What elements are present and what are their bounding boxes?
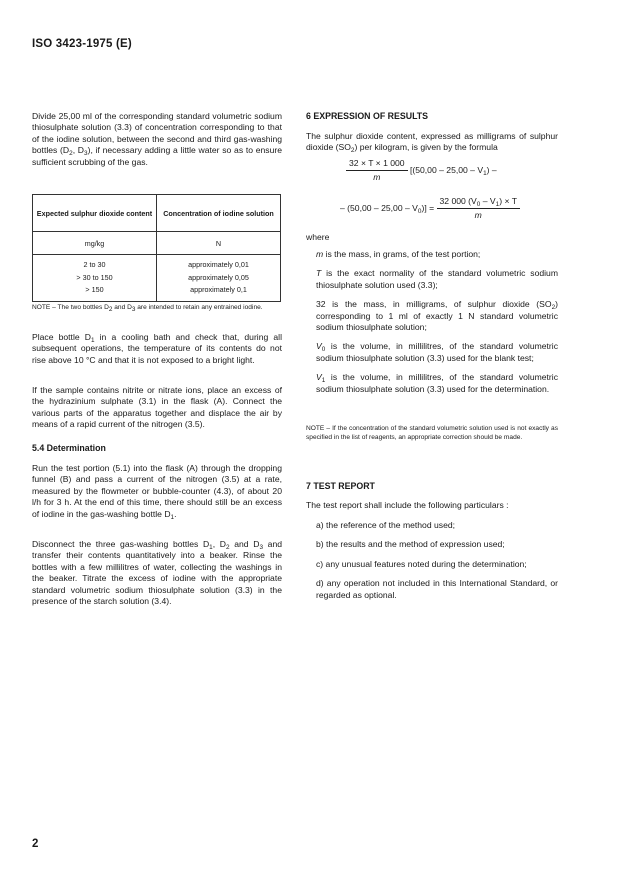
definition-V1: $V_1$ is the volume, in millilitres, of the standard volumetric sodium thiosulphate solution (3.3) used for the determination. xyxy=(316,372,558,394)
definition-32: 32 is the mass, in milligrams, of sulphur dioxide $(SO_2)$ corresponding to 1 ml of exactly 1 N standard volumetric sodium thiosulphate solution; xyxy=(316,299,558,333)
correction-note: NOTE – If the concentration of the standard volumetric solution used is not exactly as specified in the list of reagents, an appropriate correction should be made. xyxy=(306,425,558,441)
formula-line-2: – $(50,00 - 25,00 - V_0)$] = $\frac{32 000 (V_0 - V_1) \times T}{m}$ xyxy=(340,196,570,222)
definitions-list xyxy=(316,249,558,395)
list-item: d) any operation not included in this International Standard, or regarded as optional. xyxy=(316,578,558,600)
list-item: c) any unusual features noted during the determination; xyxy=(316,558,527,569)
formula-line-1: $\frac{32 \times T \times 1 000}{m}$ [$(50,00 - 25,00 - V_1)$ – xyxy=(346,158,566,184)
list-item: a) the reference of the method used; xyxy=(316,520,456,530)
report-intro: The test report shall include the following particulars : xyxy=(306,500,509,510)
section-5-4-heading: 5.4 Determination xyxy=(32,443,106,453)
intro-paragraph: Divide 25,00 ml of the corresponding standard volumetric sodium thiosulphate solution (3.3) of concentration corresponding to that of the iodine solution, between the second and third gas-washing bottles ($D_2$, $D_3$), if necessary adding a little water so as to ensure sufficient scrubbing of the gas. xyxy=(32,111,283,167)
page-number: 2 xyxy=(32,838,39,850)
list-item: b) the results and the method of expression used; xyxy=(316,539,505,550)
table-note: NOTE – The two bottles $D_2$ and $D_3$ are intended to retain any entrained iodine. xyxy=(32,304,263,313)
document-header: ISO 3423-1975 (E) xyxy=(32,38,132,50)
determination-paragraph: Run the test portion (5.1) into the flask (A) through the dropping funnel (B) and pass a current of the nitrogen (3.5) at a rate, measured by the flowmeter or bubble-counter (4.3), of about 20 l/h for 3 h. At the end of this time, there should still be an excess of iodine in the gas-washing bottle $D_1$. xyxy=(32,463,282,521)
section-7-heading: 7 TEST REPORT xyxy=(306,481,375,491)
definition-T: T is the exact normality of the standard volumetric sodium thiosulphate solution used (3.3); xyxy=(316,268,558,290)
table-header: Concentration of iodine solution xyxy=(157,195,281,232)
table-unit: N xyxy=(157,232,281,255)
table-unit: mg/kg xyxy=(33,232,157,255)
table-cell: approximately 0,01 approximately 0,05 approximately 0,1 xyxy=(157,255,281,302)
table-cell: 2 to 30 > 30 to 150 > 150 xyxy=(33,255,157,302)
cooling-paragraph: Place bottle $D_1$ in a cooling bath and check that, during all subsequent operations, the temperature of its contents do not rise above 10 °C and that it is not exposed to a bright light. xyxy=(32,332,282,365)
section-6-heading: 6 EXPRESSION OF RESULTS xyxy=(306,111,429,121)
table-header: Expected sulphur dioxide content xyxy=(33,195,157,232)
results-intro: The sulphur dioxide content, expressed as milligrams of sulphur dioxide $(SO_2)$ per kilogram, is given by the formula xyxy=(306,131,558,155)
where-label: where xyxy=(306,232,330,242)
concentration-table xyxy=(32,194,281,302)
nitrite-paragraph: If the sample contains nitrite or nitrate ions, place an excess of the hydrazinium sulphate (3.1) in the flask (A). Connect the various parts of the apparatus together and displace the air by means of a rapid current of the nitrogen (3.5). xyxy=(32,385,282,430)
disconnect-paragraph: Disconnect the three gas-washing bottles $D_1$, $D_2$ and $D_3$ and transfer their contents quantitatively into a beaker. Rinse the bottles with a few millilitres of water, collecting the washings in the beaker. Titrate the excess of iodine with the appropriate standard volumetric sodium thiosulphate solution (3.3) in the presence of the starch solution (3.4). xyxy=(32,539,283,607)
definition-V0: $V_0$ is the volume, in millilitres, of the standard volumetric sodium thiosulphate solution (3.3) used for the blank test; xyxy=(316,341,558,363)
definition-m: m is the mass, in grams, of the test portion; xyxy=(316,249,481,259)
report-items xyxy=(316,520,558,601)
